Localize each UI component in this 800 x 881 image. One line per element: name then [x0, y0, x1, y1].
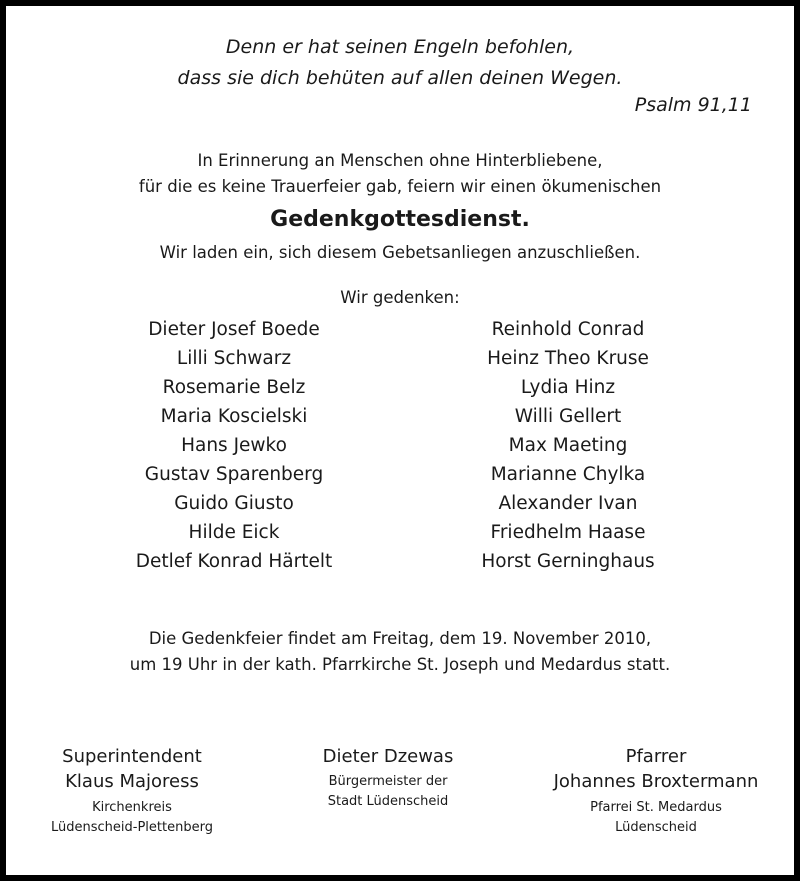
verse-line: dass sie dich behüten auf allen deinen Wegen.: [177, 67, 623, 89]
names-left-column: [74, 315, 394, 576]
intro-text: [6, 148, 794, 200]
signatory-role: Superintendent: [62, 746, 202, 767]
deceased-name: Horst Gerninghaus: [481, 551, 655, 572]
verse-line: Denn er hat seinen Engeln befohlen,: [225, 36, 575, 58]
headline: Gedenkgottesdienst.: [270, 207, 530, 232]
deceased-name: Alexander Ivan: [498, 493, 638, 514]
deceased-name: Friedhelm Haase: [490, 522, 646, 543]
deceased-name: Willi Gellert: [514, 406, 622, 427]
intro-line: für die es keine Trauerfeier gab, feiern wir einen ökumenischen: [138, 177, 662, 196]
deceased-name: Maria Koscielski: [160, 406, 308, 427]
names-right-column: [408, 315, 728, 576]
signatory-role: Pfarrer: [625, 746, 687, 767]
deceased-name: Reinhold Conrad: [491, 319, 645, 340]
signatory-name: Klaus Majoress: [65, 771, 199, 792]
signatory-org: Kirchenkreis: [92, 800, 172, 815]
deceased-name: Lilli Schwarz: [176, 348, 292, 369]
intro-line: In Erinnerung an Menschen ohne Hinterbliebene,: [197, 151, 603, 170]
remember-heading: Wir gedenken:: [340, 288, 460, 307]
deceased-name: Rosemarie Belz: [162, 377, 306, 398]
deceased-name: Max Maeting: [508, 435, 628, 456]
deceased-name: Dieter Josef Boede: [148, 319, 320, 340]
deceased-name: Marianne Chylka: [490, 464, 646, 485]
deceased-name: Lydia Hinz: [520, 377, 616, 398]
signatory-superintendent: [12, 744, 252, 838]
signatory-mayor: [268, 744, 508, 812]
service-line: Die Gedenkfeier findet am Freitag, dem 19. November 2010,: [148, 629, 652, 648]
signatory-org: Pfarrei St. Medardus: [590, 800, 722, 815]
deceased-name: Gustav Sparenberg: [144, 464, 324, 485]
service-details: [6, 626, 794, 678]
signatory-name: Dieter Dzewas: [322, 746, 454, 767]
service-line: um 19 Uhr in der kath. Pfarrkirche St. Joseph und Medardus statt.: [129, 655, 671, 674]
signatory-org: Lüdenscheid: [615, 820, 697, 835]
signatory-pastor: [536, 744, 776, 838]
verse-source: Psalm 91,11: [634, 94, 752, 116]
deceased-name: Hans Jewko: [181, 435, 287, 456]
deceased-name: Heinz Theo Kruse: [487, 348, 649, 369]
deceased-name: Hilde Eick: [188, 522, 280, 543]
deceased-name: Guido Giusto: [174, 493, 294, 514]
signatory-org: Bürgermeister der: [328, 774, 448, 789]
signatory-name: Johannes Broxtermann: [553, 771, 759, 792]
signatory-org: Lüdenscheid-Plettenberg: [51, 820, 213, 835]
invite-text: Wir laden ein, sich diesem Gebetsanliegen anzuschließen.: [159, 243, 641, 262]
signatory-org: Stadt Lüdenscheid: [327, 794, 449, 809]
deceased-name: Detlef Konrad Härtelt: [135, 551, 333, 572]
bible-verse: [6, 32, 794, 94]
